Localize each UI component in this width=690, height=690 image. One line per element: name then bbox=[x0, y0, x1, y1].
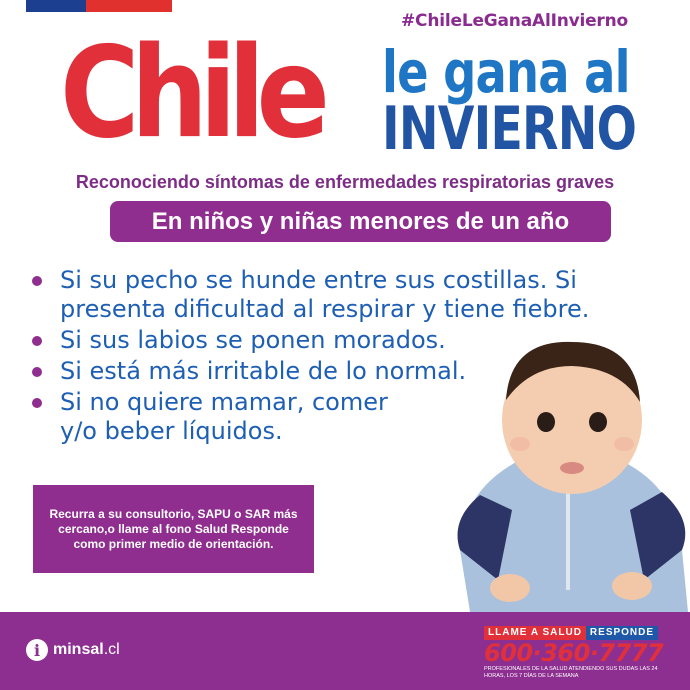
subtitle: Reconociendo síntomas de enfermedades respiratorias graves bbox=[75, 172, 615, 192]
service-note: PROFESIONALES DE LA SALUD ATENDIENDO SUS DUDAS LAS 24 HORAS, LOS 7 DÍAS DE LA SEMANA bbox=[484, 666, 658, 679]
responde-label: RESPONDE bbox=[586, 626, 658, 640]
flag-stripe bbox=[26, 0, 172, 12]
bullet-icon bbox=[32, 336, 42, 346]
bullet-icon bbox=[32, 398, 42, 408]
list-item: Si sus labios se ponen morados. bbox=[30, 326, 680, 355]
title-le-gana-al: le gana al bbox=[382, 38, 630, 106]
salud-label: LLAME A SALUD bbox=[484, 626, 586, 640]
list-item: Si está más irritable de lo normal. bbox=[30, 357, 680, 386]
age-banner: En niños y niñas menores de un año bbox=[110, 201, 611, 242]
bullet-icon bbox=[32, 367, 42, 377]
baby-photo bbox=[450, 320, 690, 612]
hashtag: #ChileLeGanaAlInvierno bbox=[401, 11, 628, 31]
info-icon: i bbox=[26, 639, 48, 661]
list-item: Si su pecho se hunde entre sus costillas. Si presenta dificultad al respirar y tiene fiebre. bbox=[30, 266, 680, 324]
title-chile: Chile bbox=[60, 19, 322, 166]
salud-responde bbox=[484, 626, 664, 680]
list-item: Si no quiere mamar, comer y/o beber líquidos. bbox=[30, 388, 420, 446]
title-invierno: INVIERNO bbox=[382, 94, 637, 164]
info-box: Recurra a su consultorio, SAPU o SAR más cercano,o llame al fono Salud Responde como primer medio de orientación. bbox=[33, 485, 314, 573]
minsal-logo[interactable]: i minsal.cl bbox=[26, 639, 120, 661]
phone-number[interactable]: 600·360·7777 bbox=[484, 639, 664, 667]
bullet-icon bbox=[32, 276, 42, 286]
